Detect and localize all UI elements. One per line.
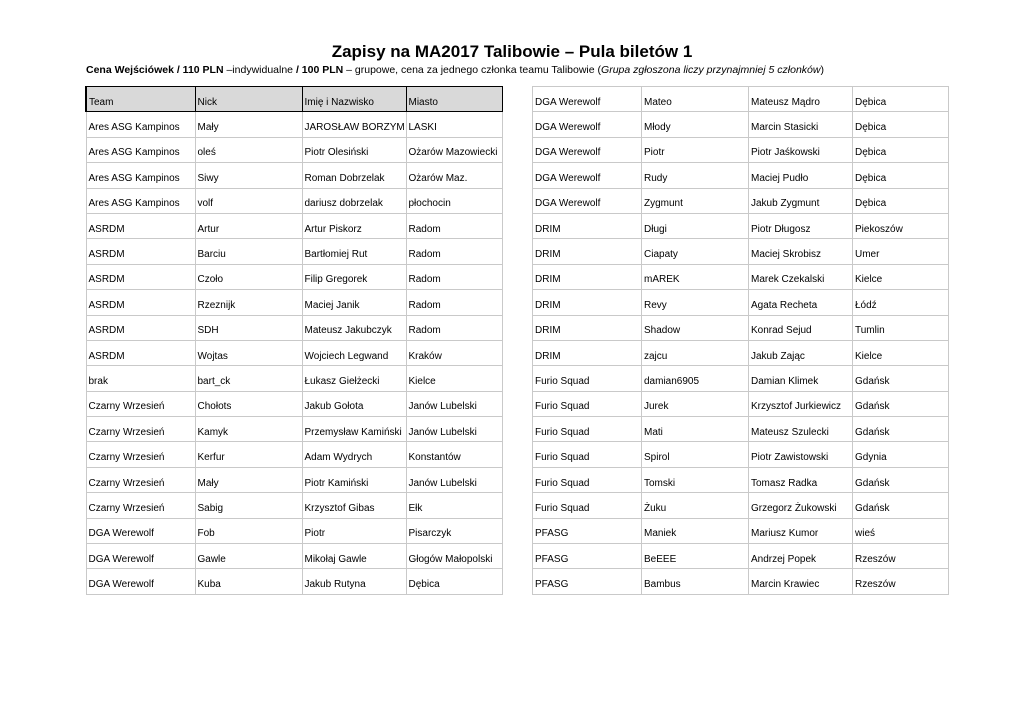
- table-row: [533, 391, 949, 416]
- cell-city: Janów Lubelski: [406, 417, 502, 442]
- cell-nick: Wojtas: [195, 340, 302, 365]
- cell-nick: Młody: [642, 112, 749, 137]
- cell-team: Czarny Wrzesień: [86, 391, 195, 416]
- cell-city: Radom: [406, 315, 502, 340]
- cell-nick: mAREK: [642, 264, 749, 289]
- cell-name: Łukasz Giełżecki: [302, 366, 406, 391]
- cell-city: Dębica: [853, 163, 949, 188]
- cell-nick: Gawle: [195, 544, 302, 569]
- cell-team: ASRDM: [86, 340, 195, 365]
- table-row: [86, 569, 502, 594]
- cell-team: DRIM: [533, 290, 642, 315]
- group-condition: Grupa zgłoszona liczy przynajmniej 5 członków: [601, 64, 821, 76]
- price-info-end: ): [820, 64, 824, 76]
- table-row: [533, 417, 949, 442]
- table-row: [86, 188, 502, 213]
- cell-city: płochocin: [406, 188, 502, 213]
- cell-city: Kielce: [406, 366, 502, 391]
- cell-nick: zajcu: [642, 340, 749, 365]
- cell-team: Furio Squad: [533, 366, 642, 391]
- table-row: [533, 137, 949, 162]
- cell-nick: Mały: [195, 467, 302, 492]
- cell-nick: SDH: [195, 315, 302, 340]
- cell-city: Gdańsk: [853, 366, 949, 391]
- header-city: Miasto: [406, 87, 502, 112]
- cell-city: Radom: [406, 239, 502, 264]
- cell-name: Andrzej Popek: [749, 544, 853, 569]
- cell-nick: Barciu: [195, 239, 302, 264]
- cell-nick: Żuku: [642, 493, 749, 518]
- cell-team: PFASG: [533, 544, 642, 569]
- cell-nick: volf: [195, 188, 302, 213]
- price-info: [86, 64, 966, 76]
- cell-name: Przemysław Kamiński: [302, 417, 406, 442]
- cell-nick: Czoło: [195, 264, 302, 289]
- cell-name: Mateusz Jakubczyk: [302, 315, 406, 340]
- table-row: [86, 442, 502, 467]
- cell-team: DGA Werewolf: [533, 137, 642, 162]
- table-row: [86, 137, 502, 162]
- cell-name: Piotr Zawistowski: [749, 442, 853, 467]
- cell-nick: Jurek: [642, 391, 749, 416]
- table-row: [533, 290, 949, 315]
- cell-nick: Rzeznijk: [195, 290, 302, 315]
- cell-city: Tumlin: [853, 315, 949, 340]
- cell-city: Kraków: [406, 340, 502, 365]
- cell-nick: Shadow: [642, 315, 749, 340]
- table-row: [86, 417, 502, 442]
- cell-name: Mikołaj Gawle: [302, 544, 406, 569]
- cell-city: Pisarczyk: [406, 518, 502, 543]
- cell-name: Mateusz Mądro: [749, 87, 853, 112]
- cell-team: DGA Werewolf: [86, 544, 195, 569]
- cell-name: Maciej Skrobisz: [749, 239, 853, 264]
- cell-nick: Artur: [195, 213, 302, 238]
- table-row: [533, 163, 949, 188]
- cell-nick: bart_ck: [195, 366, 302, 391]
- cell-nick: Maniek: [642, 518, 749, 543]
- cell-name: Krzysztof Jurkiewicz: [749, 391, 853, 416]
- table-row: [86, 163, 502, 188]
- table-row: [86, 391, 502, 416]
- cell-nick: Revy: [642, 290, 749, 315]
- cell-nick: Rudy: [642, 163, 749, 188]
- table-row: [533, 366, 949, 391]
- cell-name: Piotr Jaśkowski: [749, 137, 853, 162]
- cell-name: Tomasz Radka: [749, 467, 853, 492]
- cell-team: Czarny Wrzesień: [86, 442, 195, 467]
- cell-city: Radom: [406, 264, 502, 289]
- table-row: [533, 213, 949, 238]
- cell-city: Gdańsk: [853, 391, 949, 416]
- cell-nick: Tomski: [642, 467, 749, 492]
- table-row: [533, 340, 949, 365]
- table-row: [533, 569, 949, 594]
- cell-city: LASKI: [406, 112, 502, 137]
- cell-nick: Kamyk: [195, 417, 302, 442]
- cell-name: Piotr: [302, 518, 406, 543]
- cell-city: Ożarów Mazowiecki: [406, 137, 502, 162]
- cell-name: Artur Piskorz: [302, 213, 406, 238]
- table-row: [86, 315, 502, 340]
- cell-nick: Kuba: [195, 569, 302, 594]
- table-row: [533, 188, 949, 213]
- cell-team: Furio Squad: [533, 442, 642, 467]
- cell-city: Łódź: [853, 290, 949, 315]
- cell-name: Damian Klimek: [749, 366, 853, 391]
- cell-team: DRIM: [533, 340, 642, 365]
- cell-city: Janów Lubelski: [406, 467, 502, 492]
- header-nick: Nick: [195, 87, 302, 112]
- cell-nick: Fob: [195, 518, 302, 543]
- cell-city: Gdańsk: [853, 417, 949, 442]
- cell-city: Dębica: [853, 87, 949, 112]
- table-row: [86, 112, 502, 137]
- registration-table-right: [532, 86, 949, 595]
- cell-nick: oleś: [195, 137, 302, 162]
- table-row: [533, 518, 949, 543]
- cell-city: Rzeszów: [853, 569, 949, 594]
- cell-team: Furio Squad: [533, 417, 642, 442]
- cell-team: Ares ASG Kampinos: [86, 188, 195, 213]
- cell-nick: Bambus: [642, 569, 749, 594]
- cell-name: Piotr Kamiński: [302, 467, 406, 492]
- cell-nick: Siwy: [195, 163, 302, 188]
- cell-city: Piekoszów: [853, 213, 949, 238]
- cell-team: ASRDM: [86, 315, 195, 340]
- cell-nick: Zygmunt: [642, 188, 749, 213]
- header-row: [86, 87, 502, 112]
- cell-city: Dębica: [853, 188, 949, 213]
- cell-team: DRIM: [533, 315, 642, 340]
- table-row: [533, 315, 949, 340]
- cell-name: Konrad Sejud: [749, 315, 853, 340]
- cell-team: PFASG: [533, 569, 642, 594]
- cell-team: DGA Werewolf: [533, 87, 642, 112]
- page-title: Zapisy na MA2017 Talibowie – Pula biletów 1: [331, 42, 693, 61]
- cell-name: Maciej Pudło: [749, 163, 853, 188]
- cell-team: brak: [86, 366, 195, 391]
- cell-name: Bartłomiej Rut: [302, 239, 406, 264]
- cell-nick: Spirol: [642, 442, 749, 467]
- cell-team: Furio Squad: [533, 493, 642, 518]
- table-row: [533, 87, 949, 112]
- cell-name: Grzegorz Żukowski: [749, 493, 853, 518]
- cell-name: Marcin Stasicki: [749, 112, 853, 137]
- cell-city: Konstantów: [406, 442, 502, 467]
- cell-team: Ares ASG Kampinos: [86, 163, 195, 188]
- cell-team: ASRDM: [86, 213, 195, 238]
- cell-nick: Mati: [642, 417, 749, 442]
- cell-team: ASRDM: [86, 290, 195, 315]
- table-row: [533, 467, 949, 492]
- cell-nick: Mateo: [642, 87, 749, 112]
- cell-name: Krzysztof Gibas: [302, 493, 406, 518]
- table-row: [86, 239, 502, 264]
- cell-team: DGA Werewolf: [86, 518, 195, 543]
- cell-nick: Mały: [195, 112, 302, 137]
- cell-nick: BeEEE: [642, 544, 749, 569]
- cell-team: DRIM: [533, 213, 642, 238]
- cell-city: Rzeszów: [853, 544, 949, 569]
- cell-team: ASRDM: [86, 239, 195, 264]
- table-row: [86, 290, 502, 315]
- cell-team: Czarny Wrzesień: [86, 417, 195, 442]
- header-name: Imię i Nazwisko: [302, 87, 406, 112]
- cell-name: dariusz dobrzelak: [302, 188, 406, 213]
- table-row: [533, 442, 949, 467]
- table-row: [533, 264, 949, 289]
- cell-city: Gdańsk: [853, 493, 949, 518]
- cell-team: Ares ASG Kampinos: [86, 112, 195, 137]
- table-row: [86, 518, 502, 543]
- cell-city: Gdynia: [853, 442, 949, 467]
- cell-name: Marek Czekalski: [749, 264, 853, 289]
- cell-team: DGA Werewolf: [533, 163, 642, 188]
- cell-city: Ożarów Maz.: [406, 163, 502, 188]
- cell-city: Gdańsk: [853, 467, 949, 492]
- cell-city: Kielce: [853, 340, 949, 365]
- cell-city: Radom: [406, 290, 502, 315]
- price-individual: Cena Wejściówek / 110 PLN: [86, 64, 224, 76]
- cell-team: Furio Squad: [533, 467, 642, 492]
- cell-team: DRIM: [533, 264, 642, 289]
- cell-team: DGA Werewolf: [533, 112, 642, 137]
- table-row: [533, 493, 949, 518]
- cell-name: Jakub Zając: [749, 340, 853, 365]
- cell-team: PFASG: [533, 518, 642, 543]
- cell-nick: Piotr: [642, 137, 749, 162]
- price-group: / 100 PLN: [295, 64, 344, 76]
- cell-nick: Sabig: [195, 493, 302, 518]
- cell-name: Roman Dobrzelak: [302, 163, 406, 188]
- header-team: Team: [86, 87, 195, 112]
- cell-city: Radom: [406, 213, 502, 238]
- table-row: [86, 493, 502, 518]
- table-row: [86, 366, 502, 391]
- cell-name: Mateusz Szulecki: [749, 417, 853, 442]
- cell-team: DRIM: [533, 239, 642, 264]
- registration-table-left: [85, 86, 503, 595]
- cell-name: Maciej Janik: [302, 290, 406, 315]
- cell-city: Umer: [853, 239, 949, 264]
- table-row: [533, 544, 949, 569]
- cell-team: Czarny Wrzesień: [86, 493, 195, 518]
- table-row: [86, 467, 502, 492]
- cell-nick: damian6905: [642, 366, 749, 391]
- table-row: [533, 239, 949, 264]
- cell-city: Kielce: [853, 264, 949, 289]
- price-group-note: – grupowe, cena za jednego członka teamu Talibowie (: [343, 64, 602, 76]
- cell-city: Głogów Małopolski: [406, 544, 502, 569]
- table-row: [86, 213, 502, 238]
- cell-name: Wojciech Legwand: [302, 340, 406, 365]
- cell-name: Jakub Zygmunt: [749, 188, 853, 213]
- table-row: [86, 264, 502, 289]
- cell-name: Adam Wydrych: [302, 442, 406, 467]
- cell-name: Filip Gregorek: [302, 264, 406, 289]
- table-row: [86, 340, 502, 365]
- cell-name: Piotr Długosz: [749, 213, 853, 238]
- cell-nick: Kerfur: [195, 442, 302, 467]
- cell-nick: Chołots: [195, 391, 302, 416]
- cell-city: Ełk: [406, 493, 502, 518]
- cell-name: Jakub Rutyna: [302, 569, 406, 594]
- cell-city: wieś: [853, 518, 949, 543]
- cell-name: Piotr Olesiński: [302, 137, 406, 162]
- cell-city: Janów Lubelski: [406, 391, 502, 416]
- cell-team: DGA Werewolf: [533, 188, 642, 213]
- cell-nick: Ciapaty: [642, 239, 749, 264]
- cell-team: ASRDM: [86, 264, 195, 289]
- cell-name: Mariusz Kumor: [749, 518, 853, 543]
- cell-name: Jakub Gołota: [302, 391, 406, 416]
- cell-team: Czarny Wrzesień: [86, 467, 195, 492]
- cell-city: Dębica: [853, 137, 949, 162]
- cell-name: Marcin Krawiec: [749, 569, 853, 594]
- cell-team: DGA Werewolf: [86, 569, 195, 594]
- price-individual-note: –indywidualne: [223, 64, 296, 76]
- table-row: [533, 112, 949, 137]
- cell-city: Dębica: [853, 112, 949, 137]
- cell-name: JAROSŁAW BORZYM: [302, 112, 406, 137]
- cell-team: Furio Squad: [533, 391, 642, 416]
- cell-city: Dębica: [406, 569, 502, 594]
- cell-nick: Długi: [642, 213, 749, 238]
- cell-team: Ares ASG Kampinos: [86, 137, 195, 162]
- table-row: [86, 544, 502, 569]
- cell-name: Agata Recheta: [749, 290, 853, 315]
